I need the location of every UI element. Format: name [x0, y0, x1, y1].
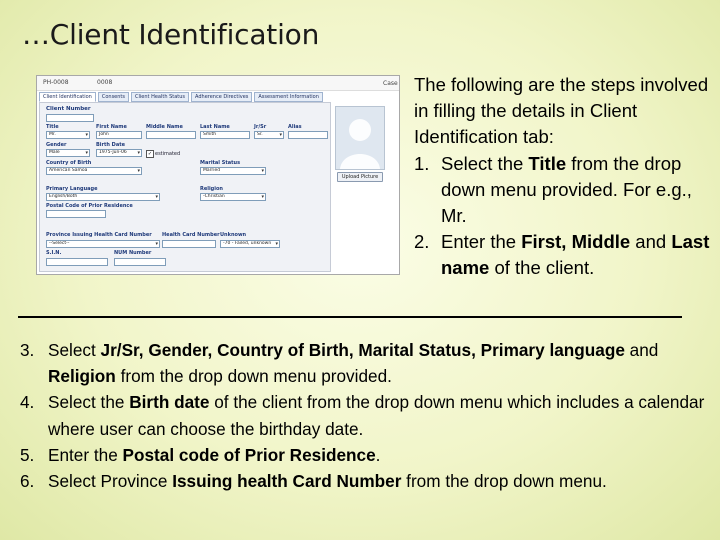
step-text: and	[624, 340, 659, 360]
jr-sr-label: Jr/Sr	[254, 124, 267, 130]
last-name-label: Last Name	[200, 124, 230, 130]
step-text: of the client from the drop down menu which includes a calendar where user can choose the birthday date.	[48, 392, 705, 439]
health-card-number-field[interactable]	[162, 240, 216, 248]
client-form-panel	[39, 102, 331, 272]
tab-client-health-status[interactable]: Client Health Status	[131, 92, 189, 102]
primary-language-select[interactable]: English/Both ▾	[46, 193, 160, 201]
birth-date-select[interactable]: 1975-Jun-06 ▾	[96, 149, 142, 157]
step-1	[414, 151, 714, 230]
step-text: of the client.	[489, 257, 595, 279]
step-text: from the drop down menu provided. For e.g., Mr.	[441, 152, 692, 227]
step-text: Select the	[48, 392, 130, 413]
step-3	[20, 337, 710, 389]
step-emphasis: Jr/Sr, Gender, Country of Birth, Marital Status, Primary language	[100, 340, 625, 360]
step-number: 1.	[414, 152, 430, 174]
health-card-number-label: Health Card Number	[162, 232, 220, 238]
bottom-steps-block	[20, 337, 710, 494]
step-text: .	[375, 444, 381, 465]
tab-consents[interactable]: Consents	[98, 92, 129, 102]
step-emphasis: First, Middle	[521, 231, 631, 253]
estimated-checkbox[interactable]: ✓	[147, 151, 153, 157]
step-4	[20, 389, 710, 441]
primary-language-label: Primary Language	[46, 186, 98, 192]
step-text: Select Province	[48, 471, 173, 492]
tab-adherence-directives[interactable]: Adherence Directives	[191, 92, 252, 102]
country-of-birth-select[interactable]: American Samoa ▾	[46, 167, 142, 175]
first-name-label: First Name	[96, 124, 127, 130]
sin-label: S.I.N.	[46, 250, 62, 256]
step-emphasis: Religion	[48, 366, 116, 387]
tab-assessment-information[interactable]: Assessment Information	[254, 92, 323, 102]
unknown-select[interactable]: -70 - Failed, unknown ▾	[220, 240, 280, 248]
step-emphasis: Issuing health Card Number	[172, 471, 402, 492]
step-number: 2.	[414, 231, 430, 253]
jr-sr-select[interactable]: Sr. ▾	[254, 131, 284, 139]
step-text: Select	[48, 340, 101, 360]
step-emphasis: Last name	[441, 231, 710, 279]
client-identification-screenshot	[36, 75, 400, 275]
step-number: 5.	[20, 444, 35, 465]
postal-code-label: Postal Code of Prior Residence	[46, 203, 133, 209]
divider-line	[18, 316, 682, 318]
case-id-text: PH-0008	[43, 79, 69, 86]
step-text: from the drop down menu.	[401, 471, 607, 492]
intro-text: The following are the steps involved in filling the details in Client Identification tab:	[414, 74, 709, 148]
title-label: Title	[46, 124, 59, 130]
step-text: Select the	[441, 152, 529, 174]
step-5	[20, 442, 710, 468]
sin-field[interactable]	[46, 258, 108, 266]
estimated-label: estimated	[155, 151, 181, 157]
tab-client-identification[interactable]: Client Identification	[39, 92, 96, 102]
steps-list-top	[414, 151, 714, 282]
middle-name-label: Middle Name	[146, 124, 183, 130]
case-number-text: 0008	[97, 79, 113, 86]
province-select[interactable]: --Select-- ▾	[46, 240, 160, 248]
step-text: from the drop down menu provided.	[115, 366, 392, 387]
step-number: 6.	[20, 471, 35, 492]
step-number: 4.	[20, 392, 35, 413]
upload-picture-button[interactable]: Upload Picture	[337, 172, 383, 182]
step-text: Enter the	[441, 231, 522, 253]
step-emphasis: Birth date	[129, 392, 210, 413]
intro-steps-block	[414, 72, 714, 282]
alias-label: Alias	[288, 124, 302, 130]
client-number-label: Client Number	[46, 106, 91, 112]
num-number-field[interactable]	[114, 258, 166, 266]
marital-status-label: Marital Status	[200, 160, 241, 166]
step-emphasis: Title	[528, 152, 567, 174]
alias-field[interactable]	[288, 131, 328, 139]
middle-name-field[interactable]	[146, 131, 196, 139]
steps-list-bottom	[20, 337, 710, 494]
gender-select[interactable]: Male ▾	[46, 149, 90, 157]
avatar-placeholder-icon	[335, 106, 385, 170]
step-text: and	[630, 231, 672, 253]
province-label: Province Issuing Health Card Number	[46, 232, 152, 238]
screenshot-header-strip	[37, 76, 399, 91]
page-title: …Client Identification	[22, 18, 320, 51]
first-name-field[interactable]: John	[96, 131, 142, 139]
birth-date-label: Birth Date	[96, 142, 125, 148]
title-select[interactable]: Mr. ▾	[46, 131, 90, 139]
screenshot-tabs	[39, 92, 323, 102]
step-text: Enter the	[48, 444, 123, 465]
unknown-label: Unknown	[220, 232, 247, 238]
step-6	[20, 468, 710, 494]
country-of-birth-label: Country of Birth	[46, 160, 92, 166]
step-2	[414, 229, 714, 281]
header-case-label: Case	[383, 80, 398, 87]
gender-label: Gender	[46, 142, 67, 148]
step-number: 3.	[20, 340, 35, 360]
client-number-field[interactable]	[46, 114, 94, 122]
religion-select[interactable]: -Christian ▾	[200, 193, 266, 201]
religion-label: Religion	[200, 186, 223, 192]
step-emphasis: Postal code of Prior Residence	[122, 444, 376, 465]
postal-code-field[interactable]	[46, 210, 106, 218]
last-name-field[interactable]: Smith	[200, 131, 250, 139]
num-number-label: NUM Number	[114, 250, 152, 256]
marital-status-select[interactable]: Married ▾	[200, 167, 266, 175]
